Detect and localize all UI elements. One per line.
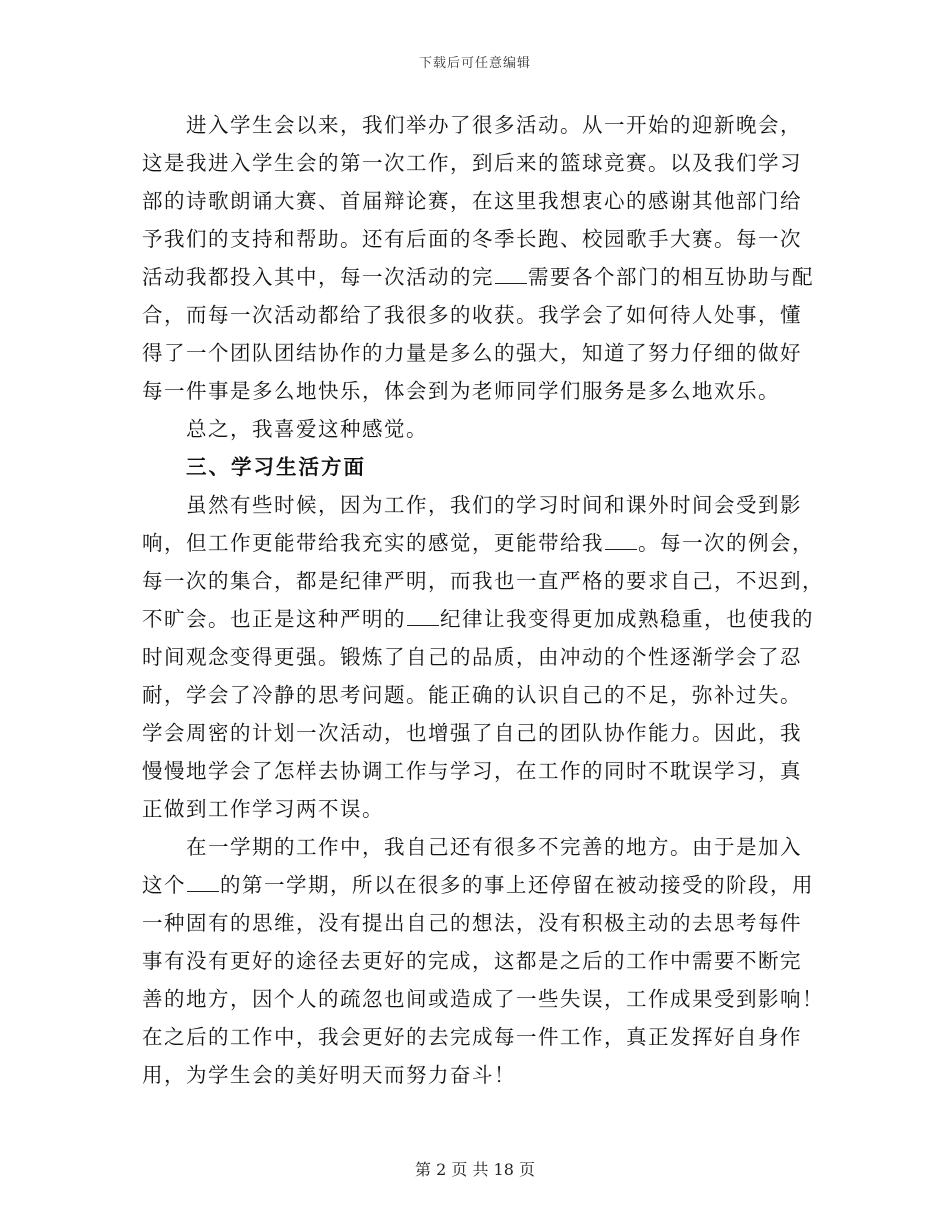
text-line: 进入学生会以来，我们举办了很多活动。从一开始的迎新晚会， — [186, 113, 802, 137]
text-line — [142, 258, 814, 296]
text-line: 正做到工作学习两不误。 — [142, 797, 384, 821]
text-line: 在一学期的工作中，我自己还有很多不完善的地方。由于是加入 — [186, 835, 802, 859]
text-line: 在之后的工作中，我会更好的去完成每一件工作，真正发挥好自身作 — [142, 1025, 802, 1049]
text-segment: 活动我都投入其中，每一次活动的完 — [142, 265, 494, 289]
text-line: 每一件事是多么地快乐，体会到为老师同学们服务是多么地欢乐。 — [142, 379, 780, 403]
text-line: 部的诗歌朗诵大赛、首届辩论赛，在这里我想衷心的感谢其他部门给 — [142, 189, 802, 213]
blank-underline — [187, 873, 219, 892]
text-segment: 。每一次的例会， — [638, 531, 814, 555]
text-line — [142, 524, 814, 562]
text-line: 事有没有更好的途径去更好的完成，这都是之后的工作中需要不断完 — [142, 949, 802, 973]
text-line: 得了一个团队团结协作的力量是多么的强大，知道了努力仔细的做好 — [142, 341, 802, 365]
section-heading: 三、学习生活方面 — [186, 455, 366, 479]
document-body — [142, 106, 824, 1094]
text-segment: 这个 — [142, 873, 186, 897]
paragraph-study-life — [142, 486, 824, 828]
text-segment: 不旷会。也正是这种严明的 — [142, 607, 406, 631]
text-line: 学会周密的计划一次活动，也增强了自己的团队协作能力。因此，我 — [142, 721, 802, 745]
blank-underline — [407, 607, 439, 626]
text-line: 时间观念变得更强。锻炼了自己的品质，由冲动的个性逐渐学会了忍 — [142, 645, 802, 669]
text-line — [142, 600, 814, 638]
blank-underline — [605, 531, 637, 550]
text-line: 耐，学会了冷静的思考问题。能正确的认识自己的不足，弥补过失。 — [142, 683, 802, 707]
paragraph-reflection — [142, 828, 824, 1094]
text-line: 慢慢地学会了怎样去协调工作与学习，在工作的同时不耽误学习，真 — [142, 759, 802, 783]
text-segment: 响，但工作更能带给我充实的感觉，更能带给我 — [142, 531, 604, 555]
text-line: 予我们的支持和帮助。还有后面的冬季长跑、校园歌手大赛。每一次 — [142, 227, 802, 251]
text-segment: 需要各个部门的相互协助与配 — [528, 265, 814, 289]
text-segment: 的第一学期，所以在很多的事上还停留在被动接受的阶段，用 — [220, 873, 814, 897]
paragraph-summary: 总之，我喜爱这种感觉。 — [186, 417, 428, 441]
blank-underline — [495, 265, 527, 284]
text-line: 这是我进入学生会的第一次工作，到后来的篮球竞赛。以及我们学习 — [142, 151, 802, 175]
text-line: 善的地方，因个人的疏忽也间或造成了一些失误，工作成果受到影响！ — [142, 987, 824, 1011]
text-segment: 纪律让我变得更加成熟稳重，也使我的 — [440, 607, 814, 631]
text-line — [142, 866, 814, 904]
text-line: 虽然有些时候，因为工作，我们的学习时间和课外时间会受到影 — [186, 493, 802, 517]
text-line: 每一次的集合，都是纪律严明，而我也一直严格的要求自己，不迟到， — [142, 569, 824, 593]
page-header-note: 下载后可任意编辑 — [418, 56, 531, 71]
text-line: 合，而每一次活动都给了我很多的收获。我学会了如何待人处事，懂 — [142, 303, 802, 327]
text-line: 用，为学生会的美好明天而努力奋斗！ — [142, 1063, 516, 1087]
paragraph-activities — [142, 106, 814, 410]
text-line: 一种固有的思维，没有提出自己的想法，没有积极主动的去思考每件 — [142, 911, 802, 935]
page-number: 第 2 页 共 18 页 — [415, 1160, 535, 1179]
